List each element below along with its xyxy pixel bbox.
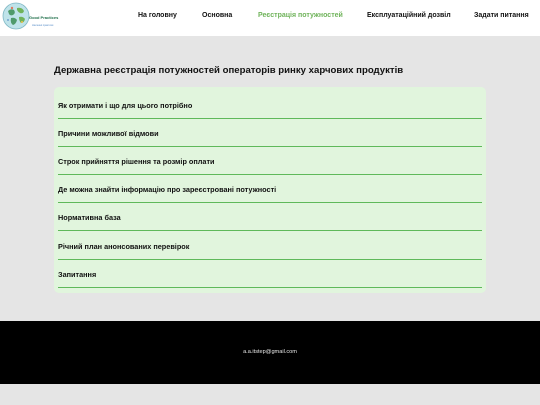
accordion-item-refusal-reasons[interactable]: [58, 119, 482, 147]
bottom-strip: [0, 384, 540, 405]
main-content: [0, 36, 540, 321]
nav-home[interactable]: На головну: [138, 12, 177, 19]
accordion-item-how-to-obtain[interactable]: [58, 91, 482, 119]
nav-registration[interactable]: Реєстрація потужностей: [258, 12, 343, 19]
nav-main[interactable]: Основна: [202, 12, 233, 19]
nav-ask-question[interactable]: Задати питання: [474, 12, 529, 19]
site-header: [0, 0, 540, 36]
footer-email-link[interactable]: a.a.itstep@gmail.com: [243, 349, 297, 355]
accordion-item-inspection-plan[interactable]: [58, 232, 482, 260]
accordion-item-questions[interactable]: [58, 260, 482, 288]
accordion-item-regulations[interactable]: [58, 203, 482, 231]
accordion: [54, 87, 486, 293]
logo-title: Good Practices: [29, 15, 59, 20]
accordion-item-label: Як отримати і що для цього потрібно: [58, 101, 193, 110]
accordion-item-label: Річний план анонсованих перевірок: [58, 242, 190, 251]
accordion-item-label: Нормативна база: [58, 213, 121, 222]
logo-subtitle: Належні практики: [32, 24, 54, 27]
main-nav: [0, 12, 540, 24]
accordion-item-label: Де можна знайти інформацію про зареєстровані потужності: [58, 185, 277, 194]
page-title: Державна реєстрація потужностей операторів ринку харчових продуктів: [54, 65, 404, 76]
accordion-item-term-and-fee[interactable]: [58, 147, 482, 175]
site-footer: [0, 321, 540, 384]
accordion-item-label: Причини можливої відмови: [58, 129, 159, 138]
accordion-item-label: Строк прийняття рішення та розмір оплати: [58, 157, 215, 166]
accordion-item-label: Запитання: [58, 270, 97, 279]
accordion-item-registered-info[interactable]: [58, 175, 482, 203]
nav-operating-permit[interactable]: Експлуатаційний дозвіл: [367, 12, 451, 19]
